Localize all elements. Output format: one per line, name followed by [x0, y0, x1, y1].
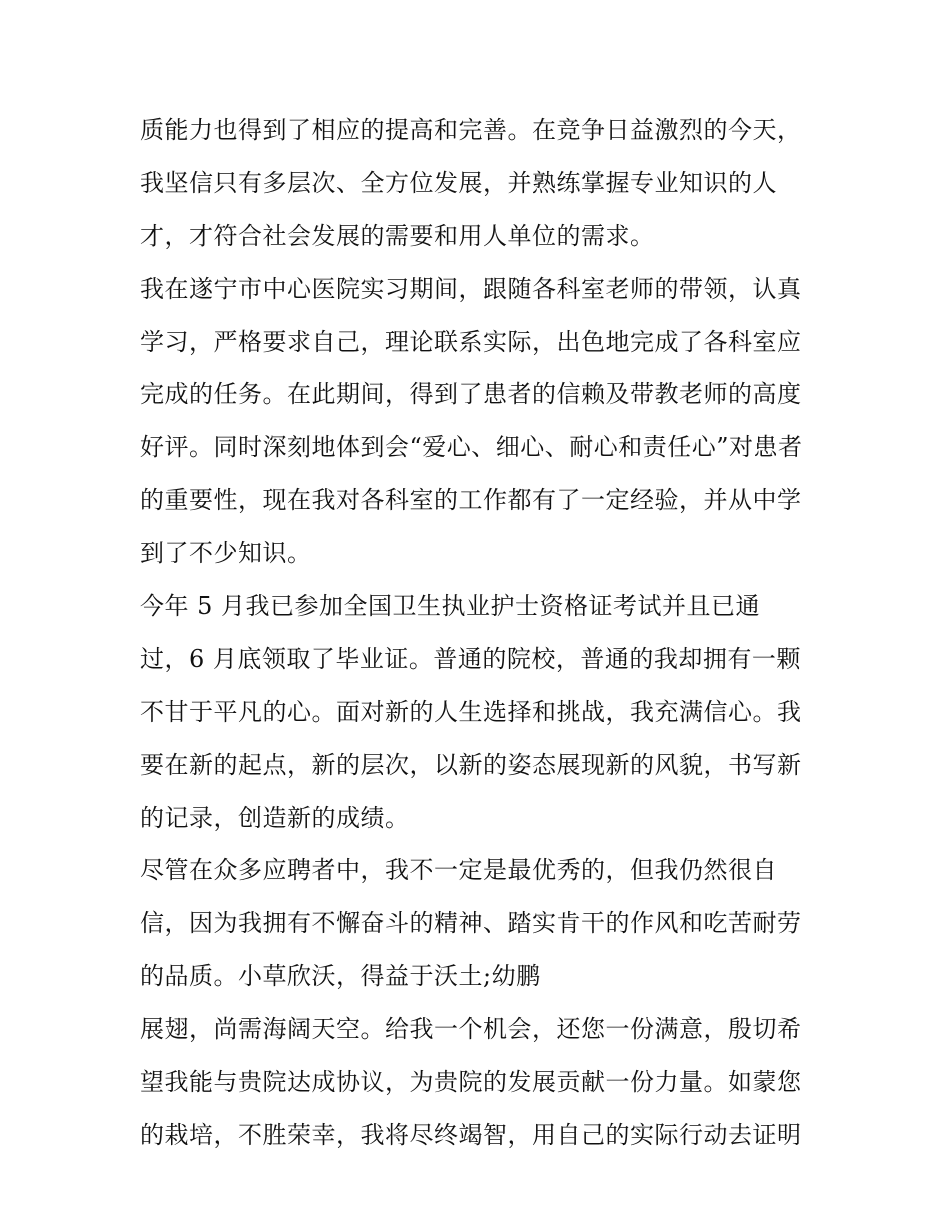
text-line: 望我能与贵院达成协议，为贵院的发展贡献一份力量。如蒙您	[140, 1068, 802, 1097]
text-line: 完成的任务。在此期间，得到了患者的信赖及带教老师的高度	[140, 380, 802, 409]
text-line: 我在遂宁市中心医院实习期间，跟随各科室老师的带领，认真	[140, 274, 802, 303]
text-line: 今年 5 月我已参加全国卫生执业护士资格证考试并且已通	[140, 592, 761, 621]
text-line: 到了不少知识。	[140, 539, 312, 568]
body-text	[140, 104, 840, 1162]
text-line: 质能力也得到了相应的提高和完善。在竞争日益激烈的今天，	[140, 116, 802, 144]
text-line: 我坚信只有多层次、全方位发展，并熟练掌握专业知识的人	[140, 168, 777, 197]
text-line: 的栽培，不胜荣幸，我将尽终竭智，用自己的实际行动去证明	[140, 1120, 802, 1149]
text-line: 信，因为我拥有不懈奋斗的精神、踏实肯干的作风和吃苦耐劳	[140, 909, 802, 938]
text-line: 学习，严格要求自己，理论联系实际，出色地完成了各科室应	[140, 327, 802, 356]
text-line: 好评。同时深刻地体到会“爱心、细心、耐心和责任心”对患者	[140, 433, 803, 462]
text-line: 才，才符合社会发展的需要和用人单位的需求。	[140, 221, 655, 250]
text-line: 要在新的起点，新的层次，以新的姿态展现新的风貌，书写新	[140, 750, 802, 779]
text-line: 的记录，创造新的成绩。	[140, 803, 410, 832]
text-line: 的重要性，现在我对各科室的工作都有了一定经验，并从中学	[140, 486, 802, 515]
text-line: 不甘于平凡的心。面对新的人生选择和挑战，我充满信心。我	[140, 697, 802, 726]
text-line: 过，6 月底领取了毕业证。普通的院校，普通的我却拥有一颗	[140, 644, 801, 673]
text-line: 展翅，尚需海阔天空。给我一个机会，还您一份满意，殷切希	[140, 1015, 802, 1044]
text-line: 的品质。小草欣沃，得益于沃土;幼鹏	[140, 962, 541, 991]
text-line: 尽管在众多应聘者中，我不一定是最优秀的，但我仍然很自	[140, 856, 777, 885]
